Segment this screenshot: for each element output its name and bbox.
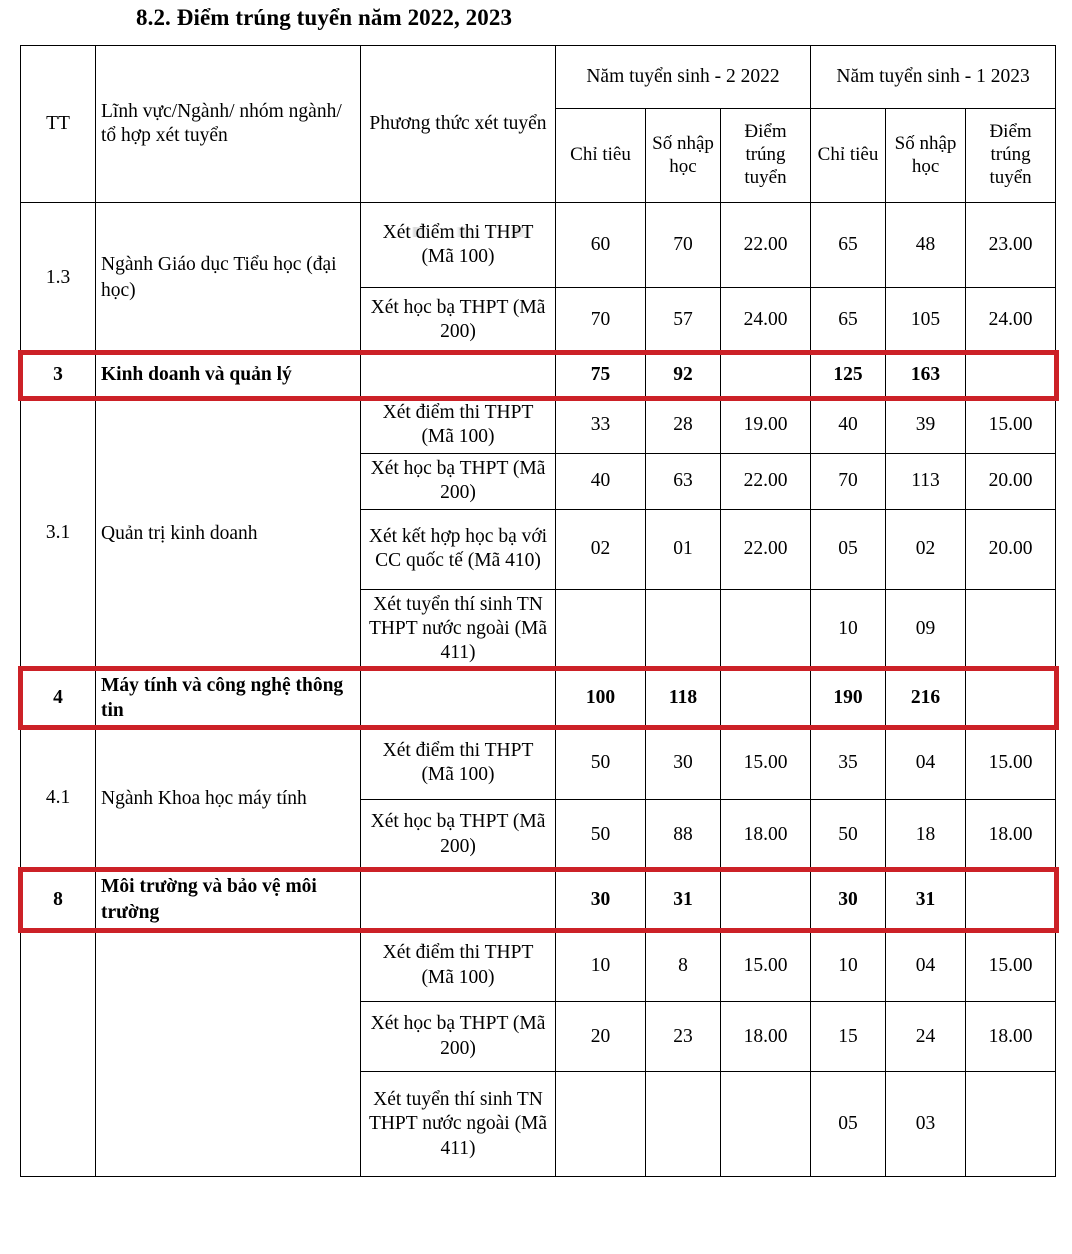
admission-score-table xyxy=(20,45,1056,1177)
cell-method: Xét kết hợp học bạ với CC quốc tế (Mã 410) xyxy=(361,509,556,589)
cell-y2-quota: 10 xyxy=(556,930,646,1002)
cell-y1-score: 20.00 xyxy=(966,453,1056,509)
cell-y2-score: 19.00 xyxy=(721,398,811,454)
cell-y1-quota: 05 xyxy=(811,509,886,589)
cell-y1-score: 15.00 xyxy=(966,398,1056,454)
column-header-y1-score: Điểm trúng tuyển xyxy=(966,109,1056,203)
cell-y1-quota: 125 xyxy=(811,353,886,398)
table-header xyxy=(21,46,1056,203)
cell-method: Xét học bạ THPT (Mã 200) xyxy=(361,453,556,509)
cell-field: Môi trường và bảo vệ môi trường xyxy=(96,870,361,930)
cell-y2-score: 18.00 xyxy=(721,800,811,870)
cell-y2-enrolled: 01 xyxy=(646,509,721,589)
cell-y1-enrolled: 24 xyxy=(886,1002,966,1072)
cell-y1-enrolled: 39 xyxy=(886,398,966,454)
cell-y2-enrolled: 28 xyxy=(646,398,721,454)
cell-y2-enrolled xyxy=(646,589,721,669)
column-header-y2-enrolled: Số nhập học xyxy=(646,109,721,203)
cell-field: Ngành Khoa học máy tính xyxy=(96,727,361,870)
cell-y1-score xyxy=(966,353,1056,398)
cell-y1-quota: 190 xyxy=(811,669,886,727)
cell-y1-enrolled: 04 xyxy=(886,727,966,800)
column-header-y1-quota: Chỉ tiêu xyxy=(811,109,886,203)
cell-y2-quota: 60 xyxy=(556,203,646,288)
cell-y2-score xyxy=(721,669,811,727)
cell-method: Xét điểm thi THPT (Mã 100) xyxy=(361,727,556,800)
cell-y2-score: 22.00 xyxy=(721,203,811,288)
cell-y2-quota: 40 xyxy=(556,453,646,509)
table-row xyxy=(21,398,1056,454)
cell-y2-quota: 70 xyxy=(556,288,646,353)
column-header-tt: TT xyxy=(21,46,96,203)
cell-y2-quota xyxy=(556,1072,646,1177)
cell-y2-enrolled: 63 xyxy=(646,453,721,509)
cell-y1-enrolled: 163 xyxy=(886,353,966,398)
cell-y2-quota: 33 xyxy=(556,398,646,454)
cell-y2-enrolled: 88 xyxy=(646,800,721,870)
cell-y2-score: 18.00 xyxy=(721,1002,811,1072)
cell-y1-quota: 15 xyxy=(811,1002,886,1072)
cell-field: Ngành Giáo dục Tiểu học (đại học) xyxy=(96,203,361,353)
cell-y2-score: 24.00 xyxy=(721,288,811,353)
cell-y2-score: 15.00 xyxy=(721,727,811,800)
cell-y2-quota: 30 xyxy=(556,870,646,930)
column-header-y2-score: Điểm trúng tuyển xyxy=(721,109,811,203)
cell-field xyxy=(96,930,361,1177)
cell-y2-quota: 02 xyxy=(556,509,646,589)
cell-method: Xét học bạ THPT (Mã 200) xyxy=(361,1002,556,1072)
cell-y1-enrolled: 03 xyxy=(886,1072,966,1177)
cell-y2-enrolled: 23 xyxy=(646,1002,721,1072)
cell-y2-quota: 50 xyxy=(556,800,646,870)
cell-y1-enrolled: 216 xyxy=(886,669,966,727)
cell-y1-quota: 70 xyxy=(811,453,886,509)
cell-y1-enrolled: 113 xyxy=(886,453,966,509)
cell-y2-score xyxy=(721,870,811,930)
cell-y1-score: 24.00 xyxy=(966,288,1056,353)
cell-method: Xét học bạ THPT (Mã 200) xyxy=(361,288,556,353)
table-section-row xyxy=(21,669,1056,727)
cell-y1-enrolled: 02 xyxy=(886,509,966,589)
cell-y1-enrolled: 31 xyxy=(886,870,966,930)
cell-y1-enrolled: 48 xyxy=(886,203,966,288)
cell-y1-score: 18.00 xyxy=(966,1002,1056,1072)
cell-y1-quota: 30 xyxy=(811,870,886,930)
cell-tt: 8 xyxy=(21,870,96,930)
cell-y2-score xyxy=(721,589,811,669)
cell-method: Xét điểm thi THPT (Mã 100) xyxy=(361,203,556,288)
cell-y1-quota: 10 xyxy=(811,930,886,1002)
cell-y2-score xyxy=(721,353,811,398)
cell-y2-score xyxy=(721,1072,811,1177)
table-body xyxy=(21,203,1056,1177)
cell-y2-quota: 20 xyxy=(556,1002,646,1072)
page-title: 8.2. Điểm trúng tuyển năm 2022, 2023 xyxy=(136,5,513,30)
cell-y2-enrolled xyxy=(646,1072,721,1177)
table-section-row xyxy=(21,353,1056,398)
cell-y1-quota: 40 xyxy=(811,398,886,454)
cell-y1-score: 23.00 xyxy=(966,203,1056,288)
cell-method: Xét tuyển thí sinh TN THPT nước ngoài (Mã 411) xyxy=(361,1072,556,1177)
cell-y1-score: 18.00 xyxy=(966,800,1056,870)
cell-y1-enrolled: 18 xyxy=(886,800,966,870)
cell-tt: 4 xyxy=(21,669,96,727)
cell-y2-enrolled: 8 xyxy=(646,930,721,1002)
cell-y2-enrolled: 92 xyxy=(646,353,721,398)
column-header-year-1: Năm tuyển sinh - 1 2023 xyxy=(811,46,1056,109)
cell-field: Kinh doanh và quản lý xyxy=(96,353,361,398)
cell-y2-enrolled: 30 xyxy=(646,727,721,800)
cell-y1-quota: 05 xyxy=(811,1072,886,1177)
cell-y1-enrolled: 04 xyxy=(886,930,966,1002)
cell-tt xyxy=(21,930,96,1177)
cell-y2-enrolled: 31 xyxy=(646,870,721,930)
cell-method: Xét tuyển thí sinh TN THPT nước ngoài (Mã 411) xyxy=(361,589,556,669)
cell-method: Xét học bạ THPT (Mã 200) xyxy=(361,800,556,870)
cell-tt: 1.3 xyxy=(21,203,96,353)
admission-score-table-wrapper xyxy=(20,45,1055,1177)
cell-y2-score: 15.00 xyxy=(721,930,811,1002)
cell-y1-score: 20.00 xyxy=(966,509,1056,589)
table-header-row-1 xyxy=(21,46,1056,109)
cell-y1-enrolled: 09 xyxy=(886,589,966,669)
cell-field: Quản trị kinh doanh xyxy=(96,398,361,670)
cell-y1-enrolled: 105 xyxy=(886,288,966,353)
cell-method xyxy=(361,353,556,398)
cell-y2-quota: 50 xyxy=(556,727,646,800)
cell-y1-quota: 50 xyxy=(811,800,886,870)
cell-y2-quota: 75 xyxy=(556,353,646,398)
column-header-field: Lĩnh vực/Ngành/ nhóm ngành/ tổ hợp xét tuyển xyxy=(96,46,361,203)
cell-method: Xét điểm thi THPT (Mã 100) xyxy=(361,398,556,454)
cell-field: Máy tính và công nghệ thông tin xyxy=(96,669,361,727)
cell-y2-enrolled: 57 xyxy=(646,288,721,353)
table-row xyxy=(21,203,1056,288)
cell-y1-quota: 10 xyxy=(811,589,886,669)
cell-y1-score: 15.00 xyxy=(966,727,1056,800)
cell-y1-quota: 35 xyxy=(811,727,886,800)
cell-y2-quota xyxy=(556,589,646,669)
column-header-y1-enrolled: Số nhập học xyxy=(886,109,966,203)
cell-tt: 4.1 xyxy=(21,727,96,870)
cell-y2-quota: 100 xyxy=(556,669,646,727)
column-header-method: Phương thức xét tuyển xyxy=(361,46,556,203)
cell-method xyxy=(361,870,556,930)
cell-y2-score: 22.00 xyxy=(721,453,811,509)
cell-y1-score xyxy=(966,870,1056,930)
cell-y2-score: 22.00 xyxy=(721,509,811,589)
table-section-row xyxy=(21,870,1056,930)
cell-tt: 3 xyxy=(21,353,96,398)
column-header-year-2: Năm tuyển sinh - 2 2022 xyxy=(556,46,811,109)
cell-tt: 3.1 xyxy=(21,398,96,670)
cell-y1-score xyxy=(966,1072,1056,1177)
cell-y2-enrolled: 70 xyxy=(646,203,721,288)
table-row xyxy=(21,727,1056,800)
cell-method: Xét điểm thi THPT (Mã 100) xyxy=(361,930,556,1002)
column-header-y2-quota: Chỉ tiêu xyxy=(556,109,646,203)
table-row xyxy=(21,930,1056,1002)
cell-y2-enrolled: 118 xyxy=(646,669,721,727)
cell-y1-quota: 65 xyxy=(811,203,886,288)
cell-y1-score: 15.00 xyxy=(966,930,1056,1002)
cell-y1-score xyxy=(966,669,1056,727)
cell-method xyxy=(361,669,556,727)
cell-y1-score xyxy=(966,589,1056,669)
cell-y1-quota: 65 xyxy=(811,288,886,353)
